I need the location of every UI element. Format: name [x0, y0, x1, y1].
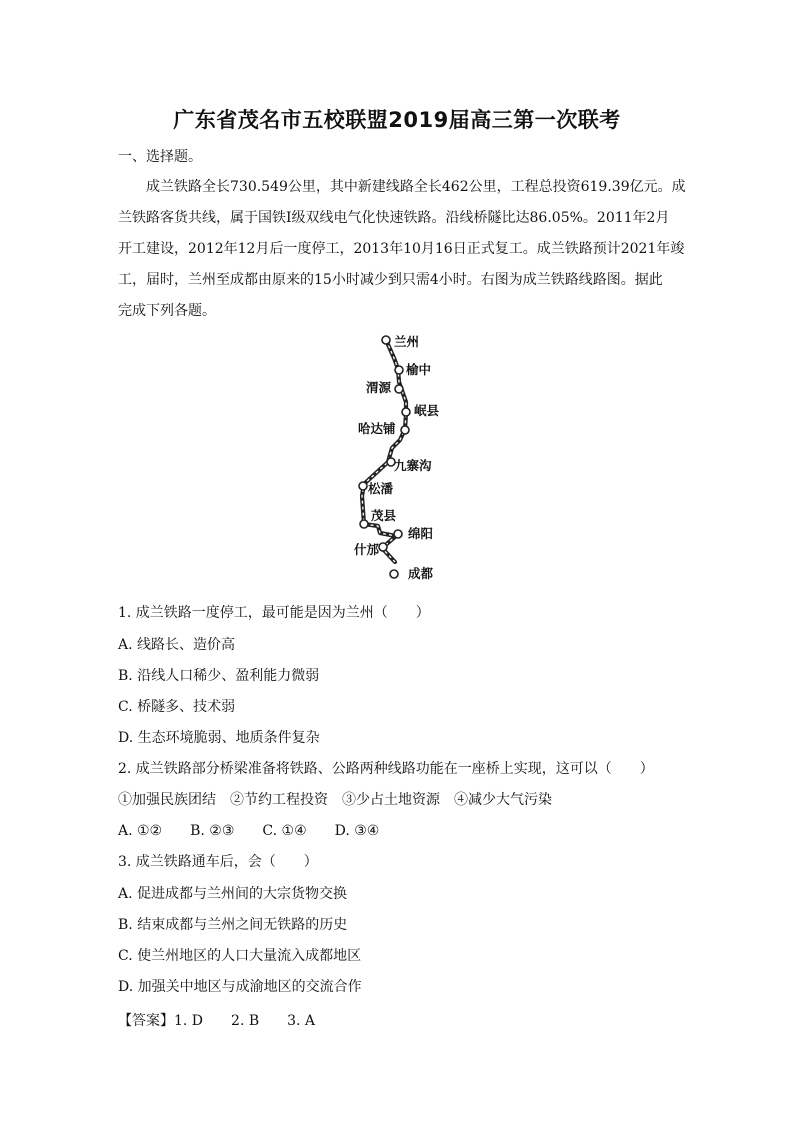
- station-marker-maoxian: [360, 520, 368, 528]
- station-marker-songpan: [359, 482, 367, 490]
- passage-line: 成兰铁路全长730.549公里，其中新建线路全长462公里，工程总投资619.39亿元。成: [146, 179, 686, 195]
- station-label: 哈达铺: [358, 421, 396, 436]
- station-label: 茂县: [371, 508, 397, 523]
- railway-route-map: [348, 326, 458, 588]
- option: C. 桥隧多、技术弱: [118, 699, 236, 715]
- station-marker-minxian: [402, 408, 410, 416]
- station-label: 什邡: [354, 542, 380, 557]
- option: D. 加强关中地区与成渝地区的交流合作: [118, 979, 362, 995]
- station-marker-shifang: [379, 543, 387, 551]
- station-marker-mianyang: [394, 530, 402, 538]
- station-label: 绵阳: [408, 526, 434, 541]
- question-stem: 2. 成兰铁路部分桥梁准备将铁路、公路两种线路功能在一座桥上实现，这可以（ ）: [118, 761, 654, 777]
- statement-list: ①加强民族团结 ②节约工程投资 ③少占土地资源 ④减少大气污染: [118, 792, 552, 808]
- station-marker-weiyuan: [395, 385, 403, 393]
- option: C. 使兰州地区的人口大量流入成都地区: [118, 948, 362, 964]
- section-heading: 一、选择题。: [118, 149, 202, 165]
- question-stem: 3. 成兰铁路通车后，会（ ）: [118, 854, 318, 870]
- passage-line: 开工建设，2012年12月后一度停工，2013年10月16日正式复工。成兰铁路预计2021年竣: [118, 241, 685, 257]
- station-marker-lanzhou: [382, 336, 390, 344]
- option-row: A. ①② B. ②③ C. ①④ D. ③④: [118, 823, 380, 839]
- option: A. 促进成都与兰州间的大宗货物交换: [118, 886, 348, 902]
- station-label: 成都: [408, 566, 434, 581]
- station-label: 兰州: [394, 334, 420, 349]
- station-label: 松潘: [368, 481, 394, 496]
- option: B. 沿线人口稀少、盈利能力微弱: [118, 668, 320, 684]
- answer-key: 【答案】1. D 2. B 3. A: [118, 1013, 316, 1029]
- option: A. 线路长、造价高: [118, 637, 236, 653]
- passage-line: 兰铁路客货共线，属于国铁Ⅰ级双线电气化快速铁路。沿线桥隧比达86.05%。2011年2月: [118, 210, 670, 226]
- station-label: 渭源: [366, 380, 392, 395]
- station-label: 九寨沟: [394, 458, 432, 473]
- station-label: 榆中: [406, 362, 432, 377]
- passage-line: 工，届时，兰州至成都由原来的15小时减少到只需4小时。右图为成兰铁路线路图。据此: [118, 272, 663, 288]
- station-label: 岷县: [414, 403, 440, 418]
- station-marker-chengdu: [390, 570, 398, 578]
- station-marker-hadapu: [401, 426, 409, 434]
- question-stem: 1. 成兰铁路一度停工，最可能是因为兰州（ ）: [118, 605, 430, 621]
- page-title: 广东省茂名市五校联盟2019届高三第一次联考: [173, 108, 621, 132]
- option: D. 生态环境脆弱、地质条件复杂: [118, 730, 320, 746]
- passage-line: 完成下列各题。: [118, 303, 216, 319]
- passage: [118, 172, 686, 327]
- station-marker-yuzhong: [395, 366, 403, 374]
- option: B. 结束成都与兰州之间无铁路的历史: [118, 917, 348, 933]
